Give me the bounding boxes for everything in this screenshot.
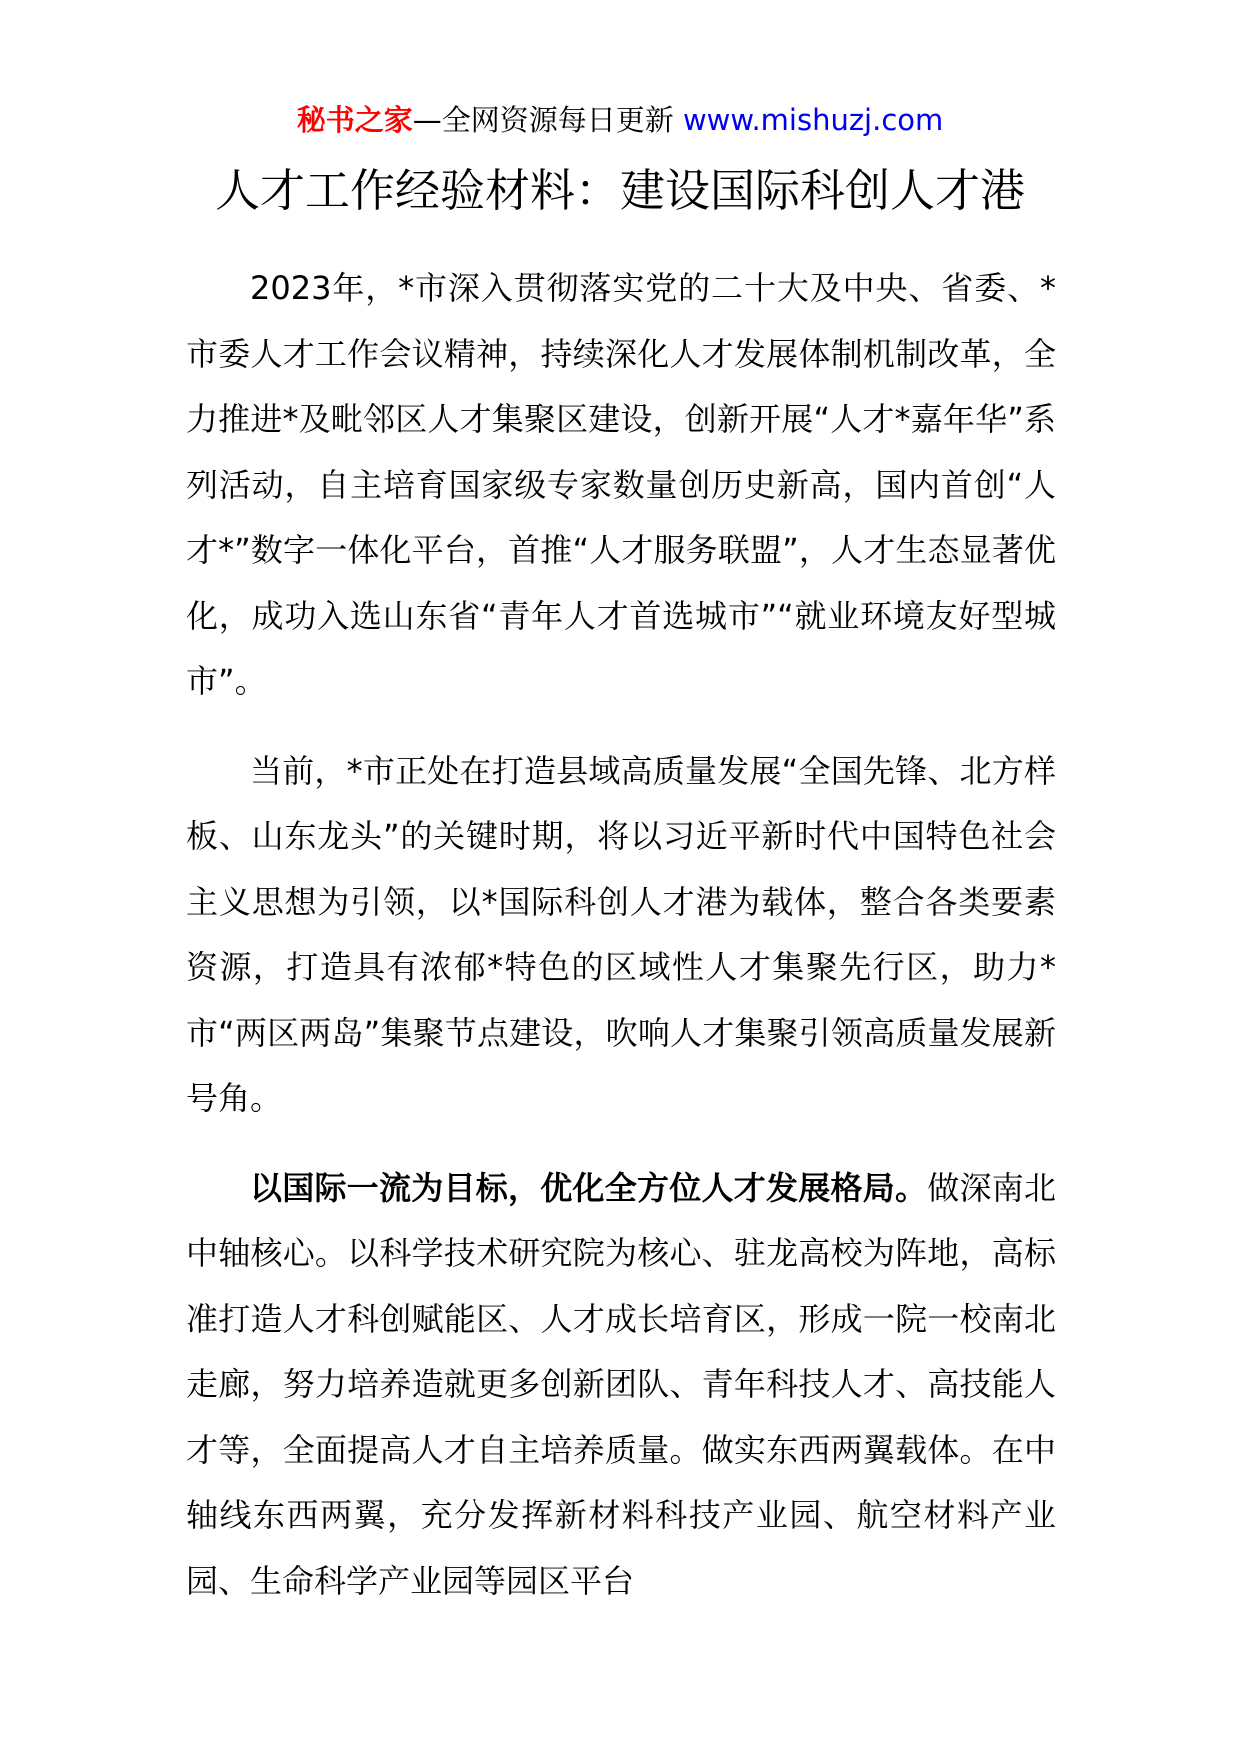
- paragraph-1-text: 2023年，*市深入贯彻落实党的二十大及中央、省委、*市委人才工作会议精神，持续深化人才发展体制机制改革，全力推进*及毗邻区人才集聚区建设，创新开展“人才*嘉年华”系列活动，自主培育国家级专家数量创历史新高，国内首创“人才*”数字一体化平台，首推“人才服务联盟”，人才生态显著优化，成功入选山东省“青年人才首选城市”“就业环境友好型城市”。: [186, 269, 1056, 700]
- paragraph-2-text: 当前，*市正处在打造县域高质量发展“全国先锋、北方样板、山东龙头”的关键时期，将以习近平新时代中国特色社会主义思想为引领，以*国际科创人才港为载体，整合各类要素资源，打造具有浓郁*特色的区域性人才集聚先行区，助力*市“两区两岛”集聚节点建设，吹响人才集聚引领高质量发展新号角。: [186, 751, 1056, 1117]
- paragraph-3-text: 做深南北中轴核心。以科学技术研究院为核心、驻龙高校为阵地，高标准打造人才科创赋能区、人才成长培育区，形成一院一校南北走廊，努力培养造就更多创新团队、青年科技人才、高技能人才等，全面提高人才自主培养质量。做实东西两翼载体。在中轴线东西两翼，充分发挥新材料科技产业园、航空材料产业园、生命科学产业园等园区平台: [186, 1168, 1056, 1600]
- site-brand: 秘书之家: [296, 103, 413, 137]
- paragraph-2: [186, 739, 1056, 1132]
- site-header: [0, 100, 1240, 140]
- document-title: 人才工作经验材料：建设国际科创人才港: [214, 164, 1025, 217]
- site-url-link[interactable]: www.mishuzj.com: [682, 103, 944, 137]
- paragraph-1: [186, 256, 1056, 715]
- document-body: [186, 256, 1056, 1638]
- site-tagline: —全网资源每日更新: [412, 103, 674, 137]
- paragraph-3-lead: 以国际一流为目标，优化全方位人才发展格局。: [250, 1168, 928, 1207]
- paragraph-3: [186, 1156, 1056, 1615]
